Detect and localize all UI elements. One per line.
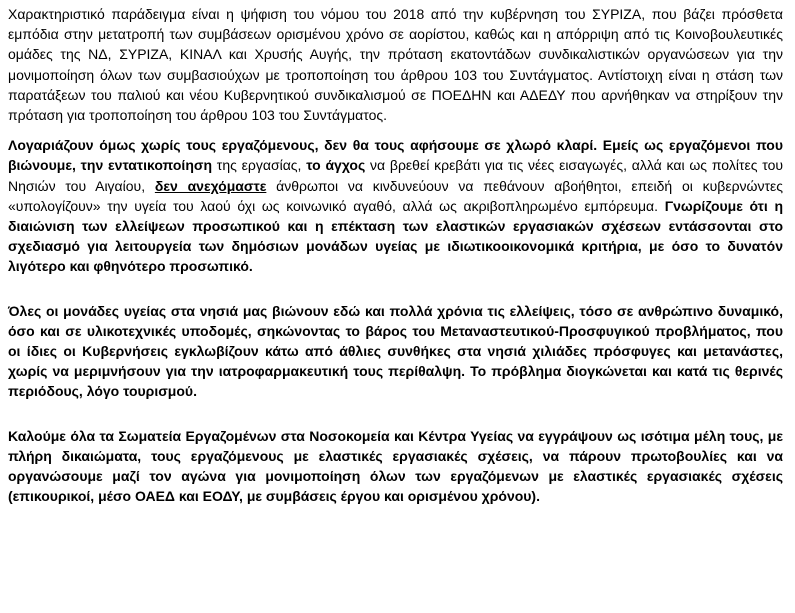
bold-phrase: το άγχος xyxy=(306,157,366,174)
paragraph-text: Όλες οι μονάδες υγείας στα νησιά μας βιώνουν εδώ και πολλά χρόνια τις ελλείψεις, τόσο σε ανθρώπινο δυναμικό, όσο και σε υλικοτεχνικές υποδομές, σηκώνοντας το βάρος του Μεταναστευτικού-Προσφυγικού προβλήματος, που οι ίδιες οι Κυβερνήσεις εγκλωβίζουν κάτω από άθλιες συνθήκες στα νησιά χιλιάδες πρόσφυγες και μετανάστες, χωρίς να μεριμνήσουν για την ιατροφαρμακευτική τους περίθαλψη. Το πρόβλημα διογκώνεται και κατά τις θερινές περιόδους, λόγο τουρισμού. xyxy=(8,302,783,400)
paragraph-islands xyxy=(8,301,783,402)
paragraph-text: της εργασίας, xyxy=(212,157,307,174)
paragraph-text: άνθρωποι να κινδυνεύουν να πεθάνουν αβοήθητοι, επειδή οι κυβερνώντες «υπολογίζουν» την υγεία του λαού όχι ως κοινωνικό αγαθό, αλλά ως ακριβοπληρωμένο εμπόρευμα. xyxy=(8,177,784,214)
paragraph-text: να βρεθεί κρεβάτι για τις νέες εισαγωγές, αλλά και ως πολίτες του Νησιών του Αιγαίου, xyxy=(8,157,784,194)
paragraph-law-2018 xyxy=(8,4,783,125)
paragraph-text: Καλούμε όλα τα Σωματεία Εργαζομένων στα Νοσοκομεία και Κέντρα Υγείας να εγγράψουν ως ισότιμα μέλη τους, με πλήρη δικαιώματα, τους εργαζόμενους με ελαστικές εργασιακές σχέσεις, να πάρουν πρωτοβουλίες και να οργανώσουμε μαζί τον αγώνα για μονιμοποίηση όλων των εργαζόμενων με ελαστικές εργασιακές σχέσεις (επικουρικοί, μέσο ΟΑΕΔ και ΕΟΔΥ, με συμβάσεις έργου και ορισμένου χρόνου). xyxy=(8,427,783,505)
bold-statement: Λογαριάζουν όμως χωρίς τους εργαζόμενους, δεν θα τους αφήσουμε σε χλωρό κλαρί. Εμείς ως εργαζόμενοι που βιώνουμε, την εντατικοποίηση xyxy=(8,137,783,174)
paragraph-workers xyxy=(8,135,783,276)
paragraph-text: Χαρακτηριστικό παράδειγμα είναι η ψήφιση του νόμου του 2018 από την κυβέρνηση του ΣΥΡΙΖΑ, που βάζει πρόσθετα εμπόδια στην μετατροπή των συμβάσεων ορισμένου χρόνο σε αορίστου, καθώς και η απόρριψη από τις Κοινοβουλευτικές ομάδες της ΝΔ, ΣΥΡΙΖΑ, ΚΙΝΑΛ και Χρυσής Αυγής, την πρόταση εκατοντάδων συνδικαλιστικών οργανώσεων για την μονιμοποίηση όλων των συμβασιούχων με τροποποίηση του άρθρου 103 του Συντάγματος. Αντίστοιχη είναι η στάση των παρατάξεων του παλιού και νέου Κυβερνητικού συνδικαλισμού σε ΠΟΕΔΗΝ και ΑΔΕΔΥ που αρνήθηκαν να στηρίξουν την πρόταση για τροποποίηση του άρθρου 103 του Συντάγματος. xyxy=(8,6,783,124)
paragraph-call-to-action xyxy=(8,426,783,507)
bold-statement: Γνωρίζουμε ότι η διαιώνιση των ελλείψεων προσωπικού και η επέκταση των ελαστικών εργασιακών σχέσεων εντάσσονται στο σχεδιασμό για λειτουργεία των δημόσιων μονάδων υγείας με ιδιωτικοοικονομικά κριτήρια, με όσο το δυνατόν λιγότερο και φθηνότερο προσωπικό. xyxy=(8,197,784,275)
underlined-phrase: δεν ανεχόμαστε xyxy=(154,177,267,194)
